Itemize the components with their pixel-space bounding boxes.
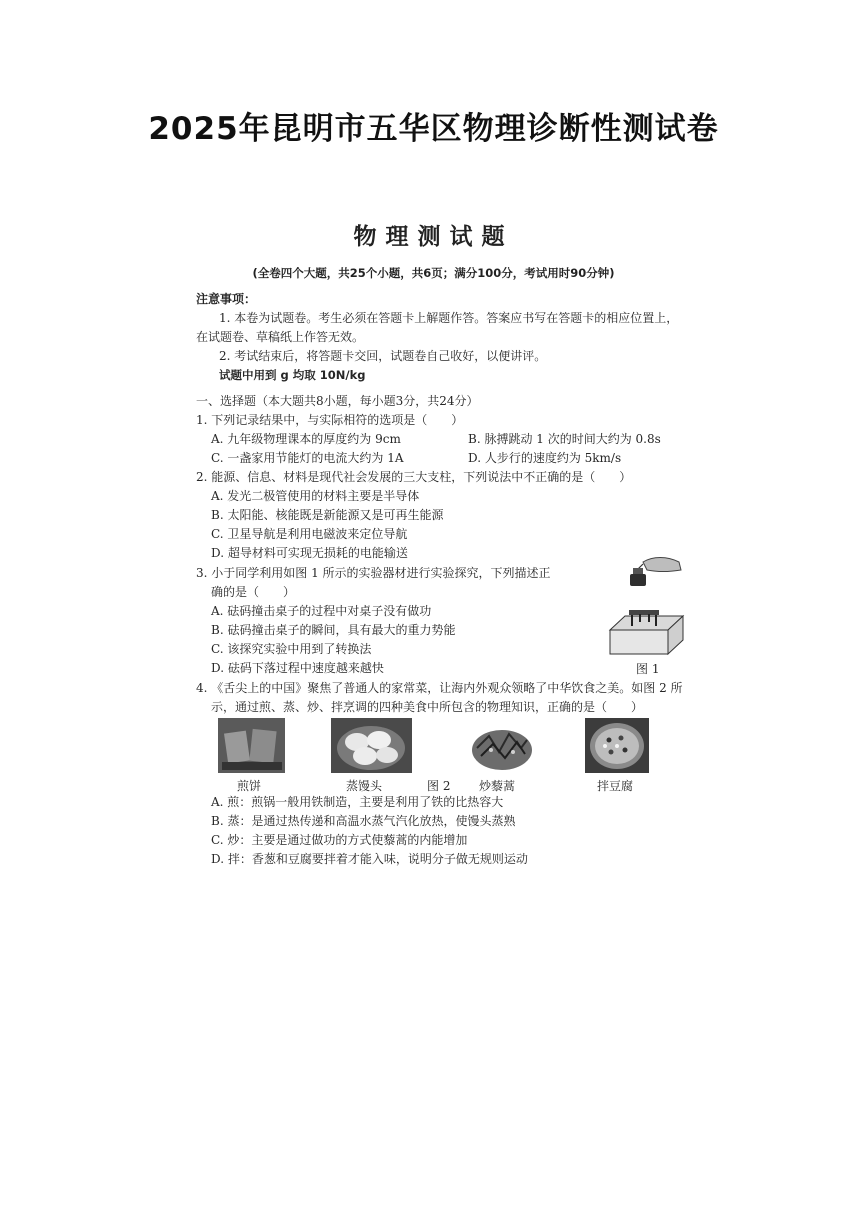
- q1-option-b: B. 脉搏跳动 1 次的时间大约为 0.8s: [468, 432, 661, 446]
- exam-info: (全卷四个大题，共25个小题，共6页；满分100分，考试用时90分钟): [252, 266, 615, 280]
- q2-option-a: A. 发光二极管使用的材料主要是半导体: [211, 489, 420, 503]
- q3-option-a: A. 砝码撞击桌子的过程中对桌子没有做功: [211, 604, 432, 618]
- q1-option-d: D. 人步行的速度约为 5km/s: [468, 451, 622, 465]
- figure-2-caption-mixed-tofu: 拌豆腐: [597, 779, 634, 793]
- q3-option-c: C. 该探究实验中用到了转换法: [211, 642, 372, 656]
- figure-2-caption-pancake: 煎饼: [237, 779, 262, 793]
- figure-2-steamed-buns-photo: [331, 718, 412, 773]
- figure-2-mixed-tofu-photo: [585, 718, 649, 773]
- figure-2-caption-stir-fried-artemisia: 炒藜蒿: [479, 779, 516, 793]
- q3-stem-line-2: 确的是（ ）: [211, 585, 296, 599]
- figure-2-caption-steamed-buns: 蒸馒头: [346, 779, 383, 793]
- section-1-heading: 一、选择题（本大题共8小题，每小题3分，共24分）: [196, 394, 479, 408]
- page-title: 2025年昆明市五华区物理诊断性测试卷: [148, 111, 719, 147]
- q4-option-a: A. 煎：煎锅一般用铁制造，主要是利用了铁的比热容大: [211, 795, 504, 809]
- q4-option-b: B. 蒸：是通过热传递和高温水蒸气汽化放热，使馒头蒸熟: [211, 814, 516, 828]
- q4-stem-line-1: 4. 《舌尖上的中国》聚焦了普通人的家常菜，让海内外观众领略了中华饮食之美。如图 2 所: [196, 681, 683, 695]
- q2-option-c: C. 卫星导航是利用电磁波来定位导航: [211, 527, 408, 541]
- q3-option-b: B. 砝码撞击桌子的瞬间，具有最大的重力势能: [211, 623, 456, 637]
- notes-item-1-line-1: 1. 本卷为试题卷。考生必须在答题卡上解题作答。答案应书写在答题卡的相应位置上，: [219, 311, 679, 325]
- q2-option-b: B. 太阳能、核能既是新能源又是可再生能源: [211, 508, 444, 522]
- paper-title: 物理测试题: [353, 224, 514, 250]
- figure-1-drop-weight-illustration: [605, 548, 685, 660]
- q2-stem: 2. 能源、信息、材料是现代社会发展的三大支柱，下列说法中不正确的是（ ）: [196, 470, 632, 484]
- notes-gravity: 试题中用到 g 均取 10N/kg: [219, 368, 366, 382]
- notes-item-1-line-2: 在试题卷、草稿纸上作答无效。: [196, 330, 365, 344]
- q2-option-d: D. 超导材料可实现无损耗的电能输送: [211, 546, 408, 560]
- notes-item-2: 2. 考试结束后，将答题卡交回，试题卷自己收好，以便讲评。: [219, 349, 547, 363]
- q1-stem: 1. 下列记录结果中，与实际相符的选项是（ ）: [196, 413, 464, 427]
- figure-2-stir-fried-artemisia-photo: [469, 718, 535, 773]
- figure-2-label: 图 2: [427, 779, 451, 793]
- figure-1-label: 图 1: [636, 662, 660, 676]
- q4-option-c: C. 炒：主要是通过做功的方式使藜蒿的内能增加: [211, 833, 468, 847]
- q3-stem-line-1: 3. 小于同学利用如图 1 所示的实验器材进行实验探究，下列描述正: [196, 566, 551, 580]
- notes-heading: 注意事项：: [196, 292, 257, 306]
- q3-option-d: D. 砝码下落过程中速度越来越快: [211, 661, 384, 675]
- q1-option-a: A. 九年级物理课本的厚度约为 9cm: [211, 432, 401, 446]
- q1-option-c: C. 一盏家用节能灯的电流大约为 1A: [211, 451, 404, 465]
- figure-2-pancake-photo: [218, 718, 285, 773]
- q4-stem-line-2: 示，通过煎、蒸、炒、拌烹调的四种美食中所包含的物理知识，正确的是（ ）: [211, 700, 644, 714]
- q4-option-d: D. 拌：香葱和豆腐要拌着才能入味，说明分子做无规则运动: [211, 852, 528, 866]
